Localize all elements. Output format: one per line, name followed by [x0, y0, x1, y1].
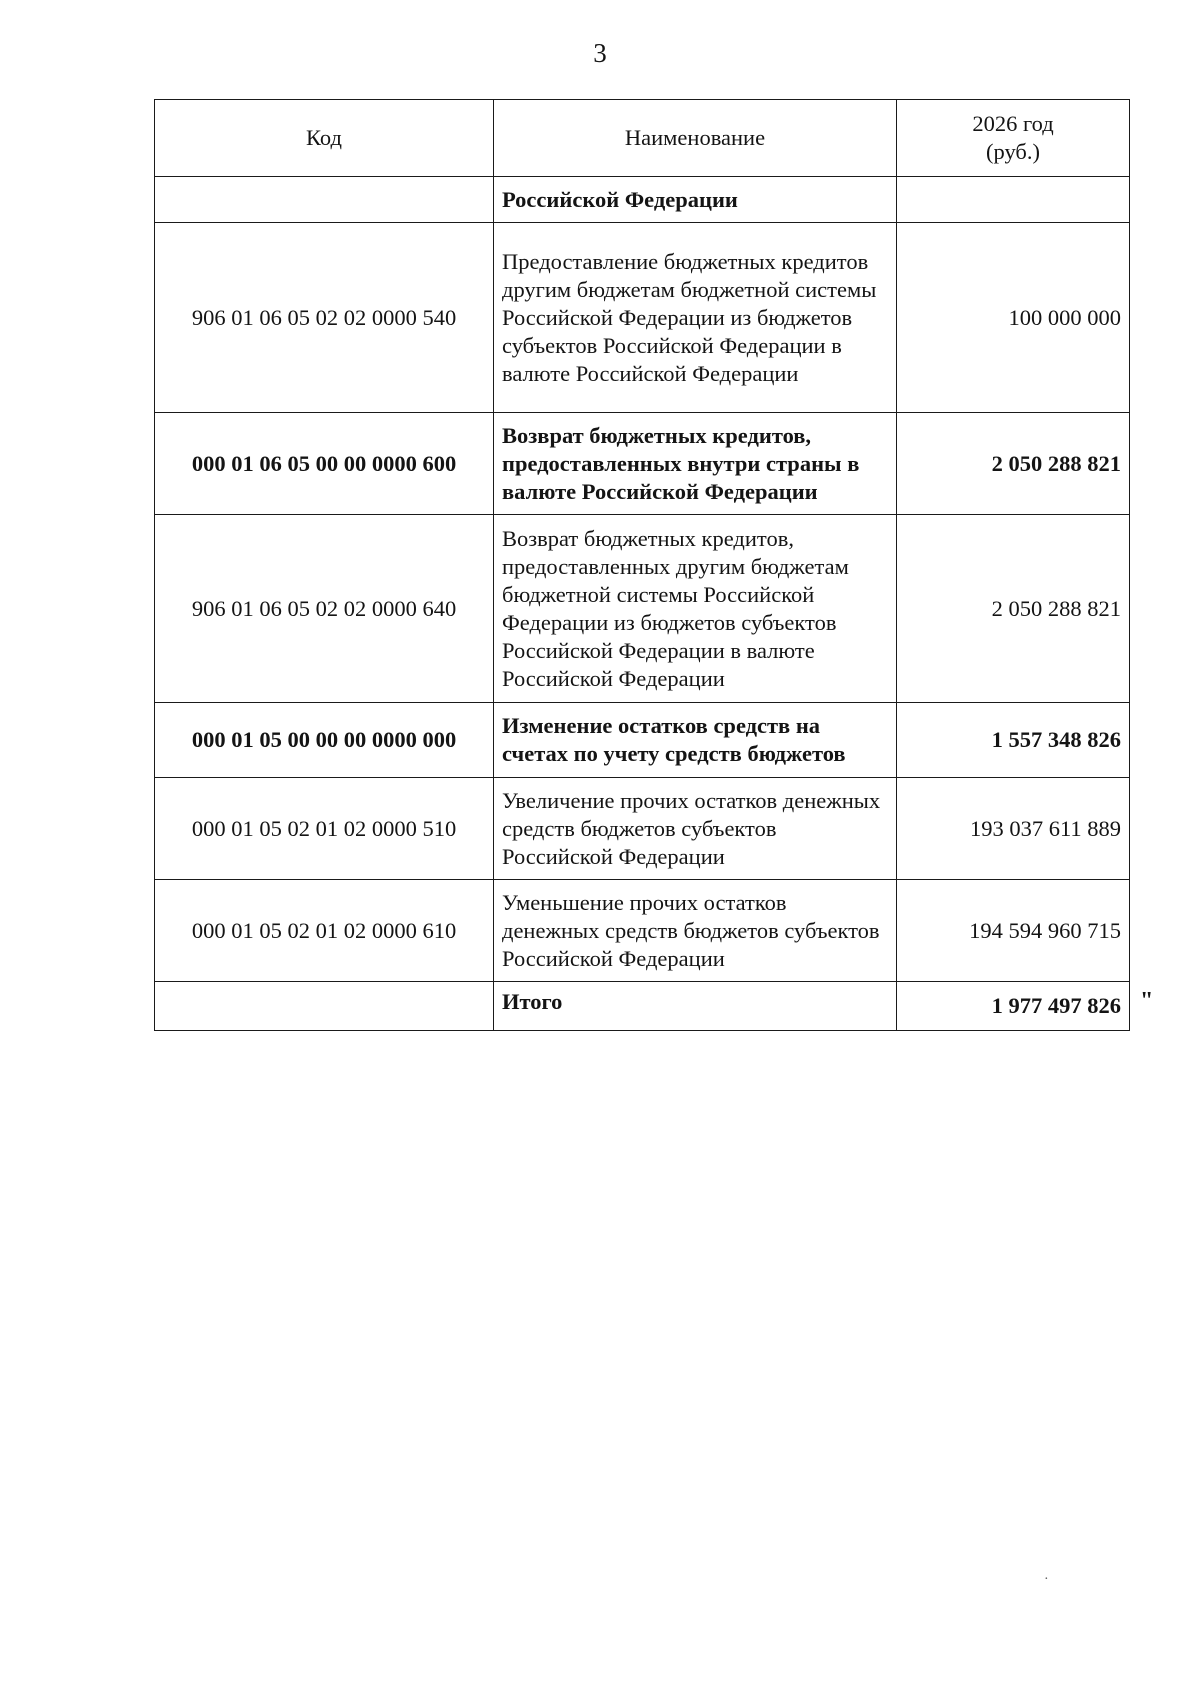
- header-sum: [897, 100, 1130, 177]
- row-code: 000 01 05 02 01 02 0000 510: [155, 778, 494, 880]
- row-sum: 2 050 288 821: [897, 515, 1130, 703]
- closing-quote: ": [1140, 988, 1154, 1014]
- table-row: [155, 703, 1130, 778]
- row-sum: [897, 177, 1130, 223]
- page-number: 3: [593, 38, 607, 68]
- row-name: Возврат бюджетных кредитов, предоставленных внутри страны в валюте Российской Федерации: [494, 413, 897, 515]
- row-sum: 194 594 960 715: [897, 880, 1130, 982]
- row-code: 000 01 05 02 01 02 0000 610: [155, 880, 494, 982]
- header-name: Наименование: [494, 100, 897, 177]
- header-code: Код: [155, 100, 494, 177]
- row-code: 000 01 05 00 00 00 0000 000: [155, 703, 494, 778]
- row-code: [155, 177, 494, 223]
- table-row: [155, 778, 1130, 880]
- table-row: [155, 880, 1130, 982]
- row-name: Увеличение прочих остатков денежных средств бюджетов субъектов Российской Федерации: [494, 778, 897, 880]
- row-code: [155, 982, 494, 1031]
- table-row-total: [155, 982, 1130, 1031]
- row-code: 906 01 06 05 02 02 0000 640: [155, 515, 494, 703]
- row-name: Уменьшение прочих остатков денежных средств бюджетов субъектов Российской Федерации: [494, 880, 897, 982]
- row-name: Изменение остатков средств на счетах по учету средств бюджетов: [494, 703, 897, 778]
- row-sum: 100 000 000: [897, 223, 1130, 413]
- header-sum-year: 2026 год: [972, 111, 1054, 136]
- header-sum-unit: (руб.): [986, 139, 1040, 164]
- row-name: Российской Федерации: [494, 177, 897, 223]
- row-code: 000 01 06 05 00 00 0000 600: [155, 413, 494, 515]
- row-code: 906 01 06 05 02 02 0000 540: [155, 223, 494, 413]
- table-row: [155, 177, 1130, 223]
- scan-mark: ·: [1044, 1572, 1049, 1587]
- row-sum: 2 050 288 821: [897, 413, 1130, 515]
- budget-sources-table: [154, 99, 1130, 1031]
- table-header-row: [155, 100, 1130, 177]
- row-sum: 1 977 497 826: [897, 982, 1130, 1031]
- table-row: [155, 223, 1130, 413]
- row-sum: 1 557 348 826: [897, 703, 1130, 778]
- row-sum: 193 037 611 889: [897, 778, 1130, 880]
- row-name: Итого: [494, 982, 897, 1031]
- table-row: [155, 515, 1130, 703]
- row-name: Предоставление бюджетных кредитов другим бюджетам бюджетной системы Российской Федерации из бюджетов субъектов Российской Федерации в валюте Российской Федерации: [494, 223, 897, 413]
- row-name: Возврат бюджетных кредитов, предоставленных другим бюджетам бюджетной системы Российской Федерации из бюджетов субъектов Российской Федерации в валюте Российской Федерации: [494, 515, 897, 703]
- table-row: [155, 413, 1130, 515]
